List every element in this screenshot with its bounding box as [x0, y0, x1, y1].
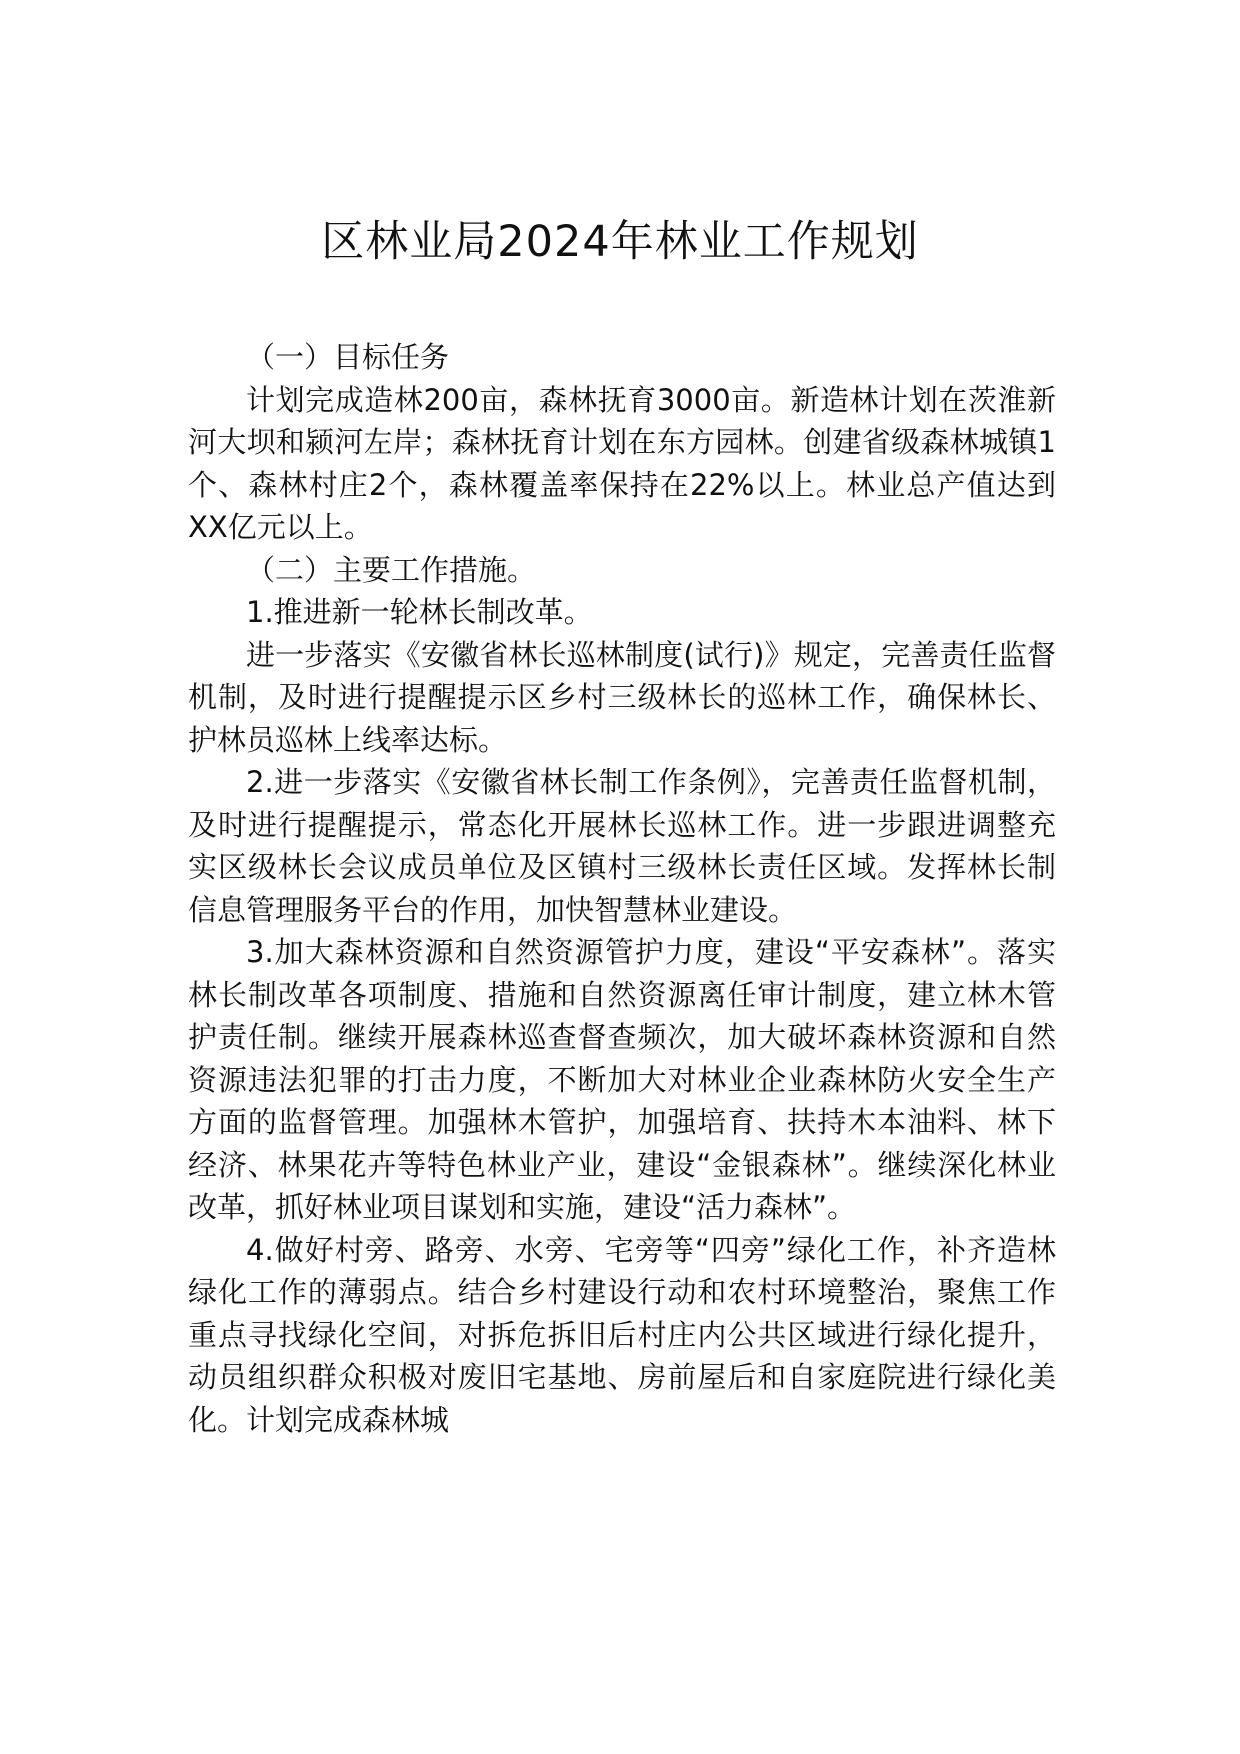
- measure-3-paragraph: 3.加大森林资源和自然资源管护力度，建设“平安森林”。落实林长制改革各项制度、措施和自然资源离任审计制度，建立林木管护责任制。继续开展森林巡查督查频次，加大破坏森林资源和自然资源违法犯罪的打击力度，不断加大对林业企业森林防火安全生产方面的监督管理。加强林木管护，加强培育、扶持木本油料、林下经济、林果花卉等特色林业产业，建设“金银森林”。继续深化林业改革，抓好林业项目谋划和实施，建设“活力森林”。: [188, 935, 1056, 1224]
- section-heading-measures: （二）主要工作措施。: [246, 552, 537, 587]
- measure-1-paragraph: 进一步落实《安徽省林长巡林制度(试行)》规定，完善责任监督机制，及时进行提醒提示区乡村三级林长的巡林工作，确保林长、护林员巡林上线率达标。: [188, 637, 1056, 757]
- document-body: [188, 336, 1056, 1441]
- section-heading-goals: （一）目标任务: [246, 340, 450, 374]
- measure-1-heading: 1.推进新一轮林长制改革。: [246, 595, 593, 629]
- goals-paragraph: 计划完成造林200亩，森林抚育3000亩。新造林计划在茨淮新河大坝和颍河左岸；森林抚育计划在东方园林。创建省级森林城镇1个、森林村庄2个，森林覆盖率保持在22%以上。林业总产值达到XX亿元以上。: [188, 382, 1056, 544]
- measure-2-paragraph: 2.进一步落实《安徽省林长制工作条例》，完善责任监督机制，及时进行提醒提示，常态化开展林长巡林工作。进一步跟进调整充实区级林长会议成员单位及区镇村三级林长责任区域。发挥林长制信息管理服务平台的作用，加快智慧林业建设。: [188, 765, 1056, 927]
- measure-4-paragraph: 4.做好村旁、路旁、水旁、宅旁等“四旁”绿化工作，补齐造林绿化工作的薄弱点。结合乡村建设行动和农村环境整治，聚焦工作重点寻找绿化空间，对拆危拆旧后村庄内公共区域进行绿化提升，动员组织群众积极对废旧宅基地、房前屋后和自家庭院进行绿化美化。计划完成森林城: [188, 1232, 1056, 1437]
- document-title: 区林业局2024年林业工作规划: [321, 217, 919, 267]
